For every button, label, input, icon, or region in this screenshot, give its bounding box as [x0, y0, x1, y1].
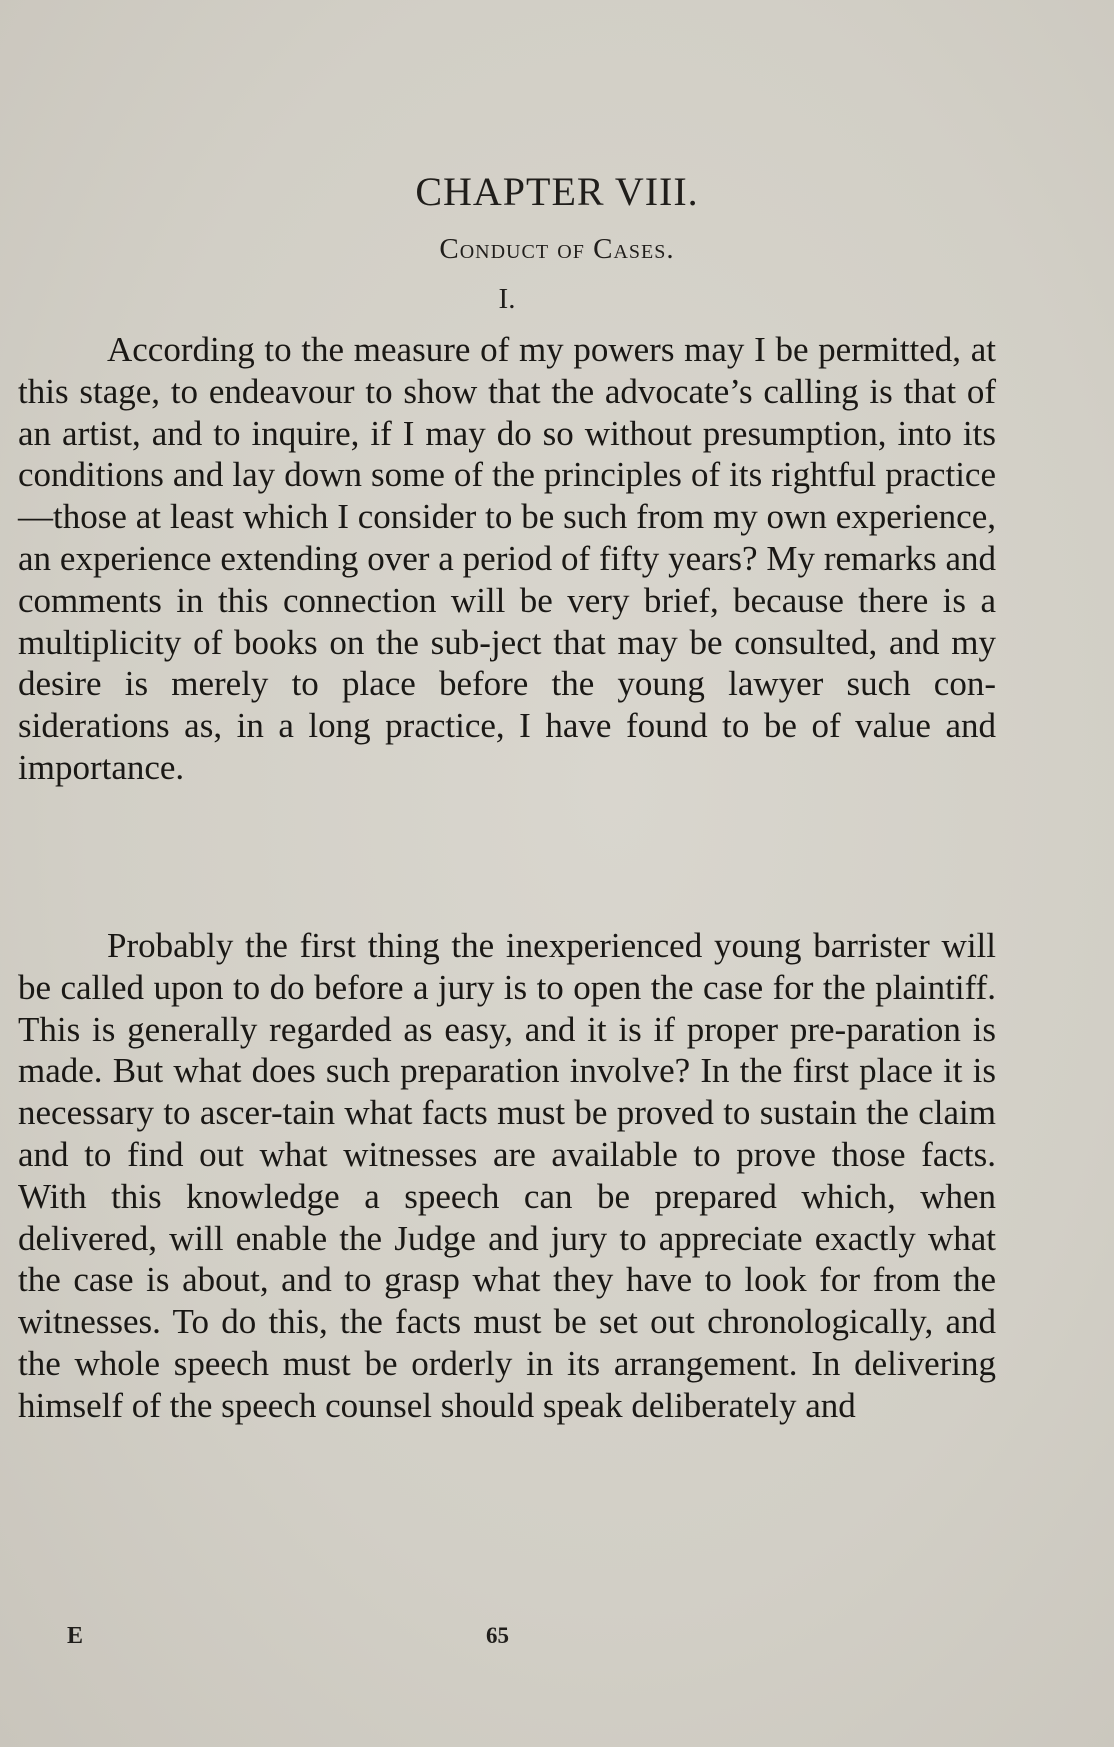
chapter-heading: CHAPTER VIII. [415, 169, 699, 214]
page-number: 65 [486, 1623, 509, 1648]
section-number: I. [498, 283, 516, 315]
body-paragraph-1 [18, 329, 996, 789]
chapter-subtitle: Conduct of Cases. [439, 233, 675, 265]
body-paragraph-2 [18, 925, 996, 1427]
paragraph-text: According to the measure of my powers may I be permitted, at this stage, to endeavour to show that the advocate’s calling is that of an artist, and to inquire, if I may do so without presumption, into its conditions and lay down some of the principles of its rightful practice—those at least which I consider to be such from my own experience, an experience extending over a period of fifty years? My remarks and comments in this connection will be very brief, because there is a multiplicity of books on the sub-ject that may be consulted, and my desire is merely to place before the young lawyer such con-siderations as, in a long practice, I have found to be of value and importance. [18, 330, 996, 787]
paragraph-text: Probably the first thing the inexperienced young barrister will be called upon to do before a jury is to open the case for the plaintiff. This is generally regarded as easy, and it is if proper pre-paration is made. But what does such preparation involve? In the first place it is necessary to ascer-tain what facts must be proved to sustain the claim and to find out what witnesses are available to prove those facts. With this knowledge a speech can be prepared which, when delivered, will enable the Judge and jury to appreciate exactly what the case is about, and to grasp what they have to look for from the witnesses. To do this, the facts must be set out chronologically, and the whole speech must be orderly in its arrangement. In delivering himself of the speech counsel should speak deliberately and [18, 926, 996, 1425]
signature-mark: E [67, 1623, 84, 1649]
